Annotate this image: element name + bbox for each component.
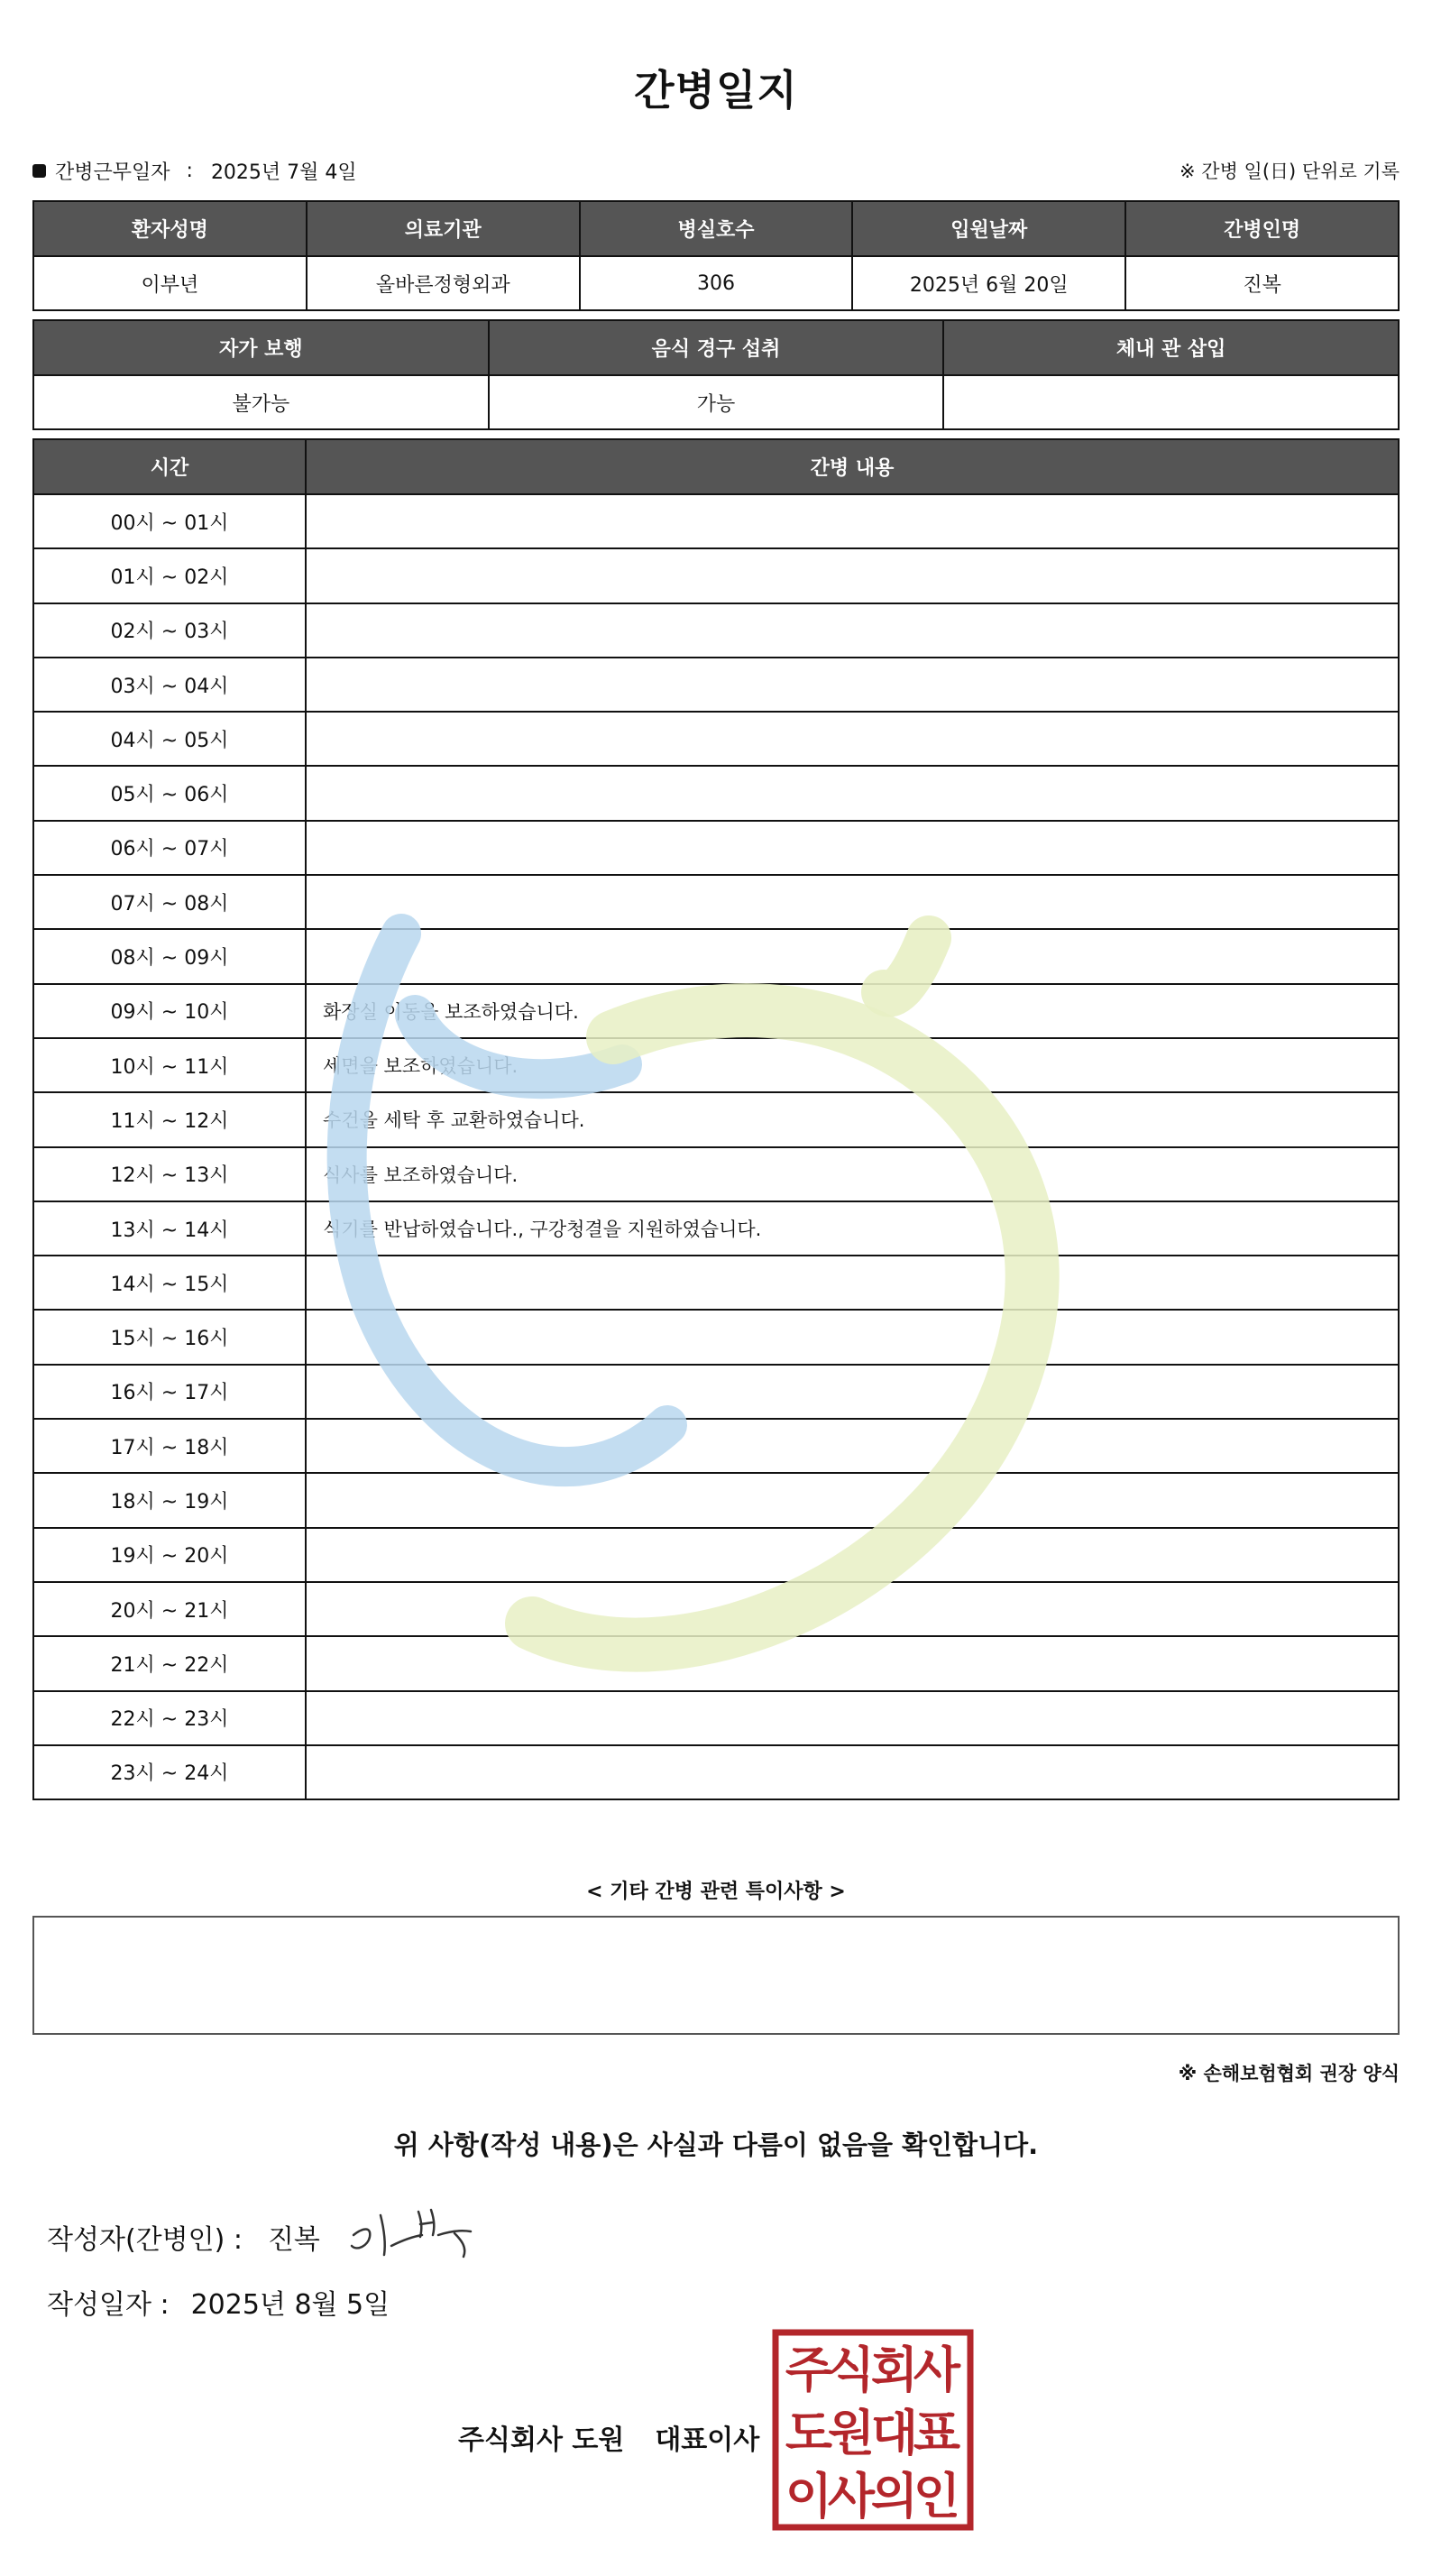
admission-date-value: 2025년 6월 20일: [852, 256, 1125, 310]
written-date-line: [47, 2282, 390, 2322]
hospital-header: 의료기관: [307, 201, 580, 256]
room-value: 306: [580, 256, 853, 310]
company-name: 주식회사 도원: [458, 2424, 625, 2456]
log-time-cell: 06시 ~ 07시: [33, 821, 306, 875]
log-content-cell: [306, 658, 1399, 712]
log-content-cell: [306, 1473, 1399, 1527]
log-time-cell: 12시 ~ 13시: [33, 1147, 306, 1201]
log-content-cell: 세면을 보조하였습니다.: [306, 1038, 1399, 1092]
patient-header-row: [33, 201, 1399, 256]
log-content-cell: [306, 1256, 1399, 1310]
log-content-cell: [306, 766, 1399, 820]
log-row: [33, 603, 1399, 658]
author-line: [47, 2217, 320, 2257]
log-content-cell: [306, 1691, 1399, 1745]
log-content-cell: [306, 1636, 1399, 1690]
log-row: [33, 1473, 1399, 1527]
log-time-cell: 15시 ~ 16시: [33, 1310, 306, 1364]
author-label: 작성자(간병인) :: [47, 2224, 243, 2256]
log-row: [33, 1582, 1399, 1636]
work-date-line: [32, 157, 357, 185]
log-row: [33, 548, 1399, 603]
caregiver-value: 진복: [1125, 256, 1399, 310]
log-time-cell: 18시 ~ 19시: [33, 1473, 306, 1527]
room-header: 병실호수: [580, 201, 853, 256]
log-content-cell: [306, 875, 1399, 929]
log-time-cell: 00시 ~ 01시: [33, 494, 306, 548]
log-row: [33, 1636, 1399, 1690]
log-time-cell: 04시 ~ 05시: [33, 712, 306, 766]
representative-title: 대표이사: [655, 2424, 760, 2456]
svg-text:이: 이: [785, 2468, 833, 2525]
patient-name-header: 환자성명: [33, 201, 307, 256]
svg-text:표: 표: [913, 2405, 961, 2461]
log-content-cell: [306, 1365, 1399, 1419]
svg-text:원: 원: [827, 2405, 876, 2461]
author-name: 진복: [267, 2224, 320, 2256]
log-row: [33, 984, 1399, 1038]
log-time-cell: 01시 ~ 02시: [33, 548, 306, 603]
log-time-cell: 20시 ~ 21시: [33, 1582, 306, 1636]
log-row: [33, 1528, 1399, 1582]
written-date-label: 작성일자 :: [47, 2289, 170, 2321]
bullet-square-icon: [32, 164, 46, 178]
svg-text:주: 주: [785, 2341, 833, 2398]
work-date-separator: :: [186, 160, 193, 182]
log-content-cell: [306, 494, 1399, 548]
log-time-cell: 09시 ~ 10시: [33, 984, 306, 1038]
log-content-cell: 식기를 반납하였습니다., 구강청결을 지원하였습니다.: [306, 1201, 1399, 1256]
log-row: [33, 1147, 1399, 1201]
special-notes-title: < 기타 간병 관련 특이사항 >: [586, 1881, 846, 1903]
log-row: [33, 1745, 1399, 1799]
record-note: ※ 간병 일(日) 단위로 기록: [1180, 161, 1400, 182]
log-content-cell: 수건을 세탁 후 교환하였습니다.: [306, 1092, 1399, 1146]
log-row: [33, 1038, 1399, 1092]
log-row: [33, 875, 1399, 929]
log-content-cell: [306, 1419, 1399, 1473]
written-date-value: 2025년 8월 5일: [190, 2289, 390, 2321]
log-time-cell: 07시 ~ 08시: [33, 875, 306, 929]
svg-text:사: 사: [827, 2468, 876, 2525]
document-title: 간병일지: [634, 66, 798, 115]
confirmation-statement: 위 사항(작성 내용)은 사실과 다름이 없음을 확인합니다.: [393, 2130, 1039, 2160]
work-date-value: 2025년 7월 4일: [210, 161, 357, 184]
svg-text:대: 대: [870, 2405, 919, 2461]
log-header-row: [33, 439, 1399, 494]
svg-text:인: 인: [913, 2468, 961, 2525]
log-time-cell: 10시 ~ 11시: [33, 1038, 306, 1092]
work-date-label: 간병근무일자: [55, 161, 170, 184]
walking-value: 불가능: [33, 375, 489, 429]
log-body: [33, 494, 1399, 1799]
log-content-cell: [306, 712, 1399, 766]
special-notes-box: [32, 1916, 1400, 2035]
log-content-cell: [306, 1745, 1399, 1799]
log-time-cell: 17시 ~ 18시: [33, 1419, 306, 1473]
log-time-cell: 21시 ~ 22시: [33, 1636, 306, 1690]
care-content-header: 간병 내용: [306, 439, 1399, 494]
log-row: [33, 1691, 1399, 1745]
oral-intake-value: 가능: [489, 375, 944, 429]
patient-name-value: 이부년: [33, 256, 307, 310]
insurance-association-note: ※ 손해보험협회 권장 양식: [1178, 2063, 1400, 2084]
log-row: [33, 929, 1399, 983]
log-row: [33, 1256, 1399, 1310]
log-content-cell: [306, 821, 1399, 875]
log-content-cell: [306, 1528, 1399, 1582]
svg-text:사: 사: [913, 2341, 961, 2398]
company-signature-line: [458, 2417, 759, 2457]
log-row: [33, 712, 1399, 766]
log-time-cell: 22시 ~ 23시: [33, 1691, 306, 1745]
log-time-cell: 05시 ~ 06시: [33, 766, 306, 820]
log-row: [33, 658, 1399, 712]
log-time-cell: 13시 ~ 14시: [33, 1201, 306, 1256]
log-content-cell: [306, 548, 1399, 603]
log-time-cell: 08시 ~ 09시: [33, 929, 306, 983]
patient-status-table: [32, 319, 1400, 430]
log-row: [33, 821, 1399, 875]
log-content-cell: 화장실 이동을 보조하였습니다.: [306, 984, 1399, 1038]
care-log-table: [32, 438, 1400, 1800]
svg-text:의: 의: [870, 2468, 919, 2525]
patient-value-row: [33, 256, 1399, 310]
status-header-row: [33, 320, 1399, 375]
status-value-row: [33, 375, 1399, 429]
tube-insertion-header: 체내 관 삽입: [943, 320, 1399, 375]
log-time-cell: 02시 ~ 03시: [33, 603, 306, 658]
log-time-cell: 23시 ~ 24시: [33, 1745, 306, 1799]
log-content-cell: [306, 1582, 1399, 1636]
svg-text:도: 도: [785, 2405, 833, 2461]
walking-header: 자가 보행: [33, 320, 489, 375]
log-row: [33, 1310, 1399, 1364]
log-time-cell: 03시 ~ 04시: [33, 658, 306, 712]
log-row: [33, 1365, 1399, 1419]
admission-date-header: 입원날짜: [852, 201, 1125, 256]
log-row: [33, 1419, 1399, 1473]
svg-text:식: 식: [827, 2341, 876, 2398]
hospital-value: 올바른정형외과: [307, 256, 580, 310]
log-content-cell: [306, 1310, 1399, 1364]
log-content-cell: 식사를 보조하였습니다.: [306, 1147, 1399, 1201]
log-row: [33, 1201, 1399, 1256]
tube-insertion-value: [943, 375, 1399, 429]
log-time-cell: 19시 ~ 20시: [33, 1528, 306, 1582]
log-row: [33, 766, 1399, 820]
log-time-cell: 16시 ~ 17시: [33, 1365, 306, 1419]
log-time-cell: 11시 ~ 12시: [33, 1092, 306, 1146]
log-content-cell: [306, 603, 1399, 658]
handwritten-signature: [344, 2192, 489, 2264]
time-header: 시간: [33, 439, 306, 494]
log-content-cell: [306, 929, 1399, 983]
log-row: [33, 494, 1399, 548]
log-time-cell: 14시 ~ 15시: [33, 1256, 306, 1310]
company-seal-stamp: [772, 2329, 974, 2531]
log-row: [33, 1092, 1399, 1146]
patient-info-table: [32, 200, 1400, 311]
oral-intake-header: 음식 경구 섭취: [489, 320, 944, 375]
svg-text:회: 회: [870, 2341, 919, 2398]
caregiver-header: 간병인명: [1125, 201, 1399, 256]
